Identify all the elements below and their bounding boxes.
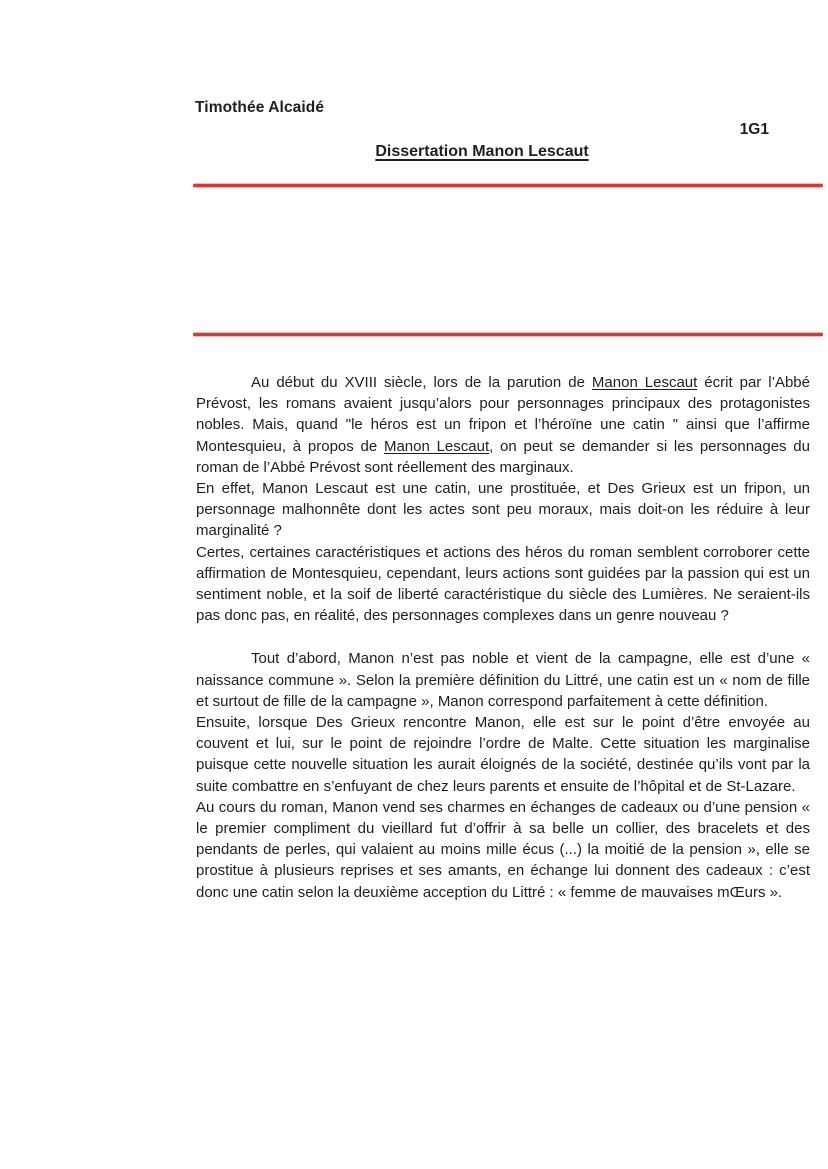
- paragraph-text: Certes, certaines caractéristiques et actions des héros du roman semblent corroborer cette affirmation de Montesquieu, cependant, leurs actions sont guidées par la passion qui est un sentiment noble, et la soif de liberté caractéristique du siècle des Lumières. Ne seraient-ils pas donc pas, en réalité, des personnages complexes dans un genre nouveau ?: [196, 543, 810, 625]
- essay-body: [196, 372, 810, 903]
- essay-paragraph: [196, 712, 810, 797]
- essay-paragraph: [196, 478, 810, 542]
- paragraph-text: Ensuite, lorsque Des Grieux rencontre Manon, elle est sur le point d’être envoyée au couvent et lui, sur le point de rejoindre l’ordre de Malte. Cette situation les marginalise puisque cette nouvelle situation les aurait éloignés de la société, destinée qu’ils vont par la suite combattre en s’enfuyant de chez leurs parents et ensuite de l’hôpital et de St-Lazare.: [196, 714, 810, 795]
- essay-paragraph: [196, 648, 810, 712]
- document-title: Dissertation Manon Lescaut: [375, 143, 589, 160]
- paragraph-text: Tout d’abord, Manon n’est pas noble et vient de la campagne, elle est d’une « naissance commune ». Selon la première définition du Littré, une catin est un « nom de fille et surtout de fille de la campagne », Manon correspond parfaitement à cette définition.: [196, 650, 810, 710]
- essay-paragraph: [196, 797, 810, 903]
- paragraph-text: écrit par l’Abbé Prévost, les romans avaient jusqu’alors pour personnages principaux des protagonistes nobles. Mais, quand "le héros est un fripon et l’héroïne une catin " ainsi que l’affirme Montesquieu, à propos de: [196, 374, 810, 455]
- paragraph-text: En effet, Manon Lescaut est une catin, une prostituée, et Des Grieux est un fripon, un personnage malhonnête dont les actes sont peu moraux, mais doit-on les réduire à leur marginalité ?: [196, 480, 810, 540]
- paragraph-text: , on peut se demander si les personnages du roman de l’Abbé Prévost sont réellement des marginaux.: [196, 437, 810, 476]
- red-divider-top: [193, 184, 823, 187]
- class-group-label: 1G1: [739, 121, 769, 138]
- essay-paragraph: [196, 542, 810, 627]
- paragraph-text: Au début du XVIII siècle, lors de la parution de: [251, 374, 592, 391]
- underlined-text: Manon Lescaut: [591, 374, 698, 391]
- author-name: Timothée Alcaidé: [195, 99, 325, 116]
- essay-paragraph: [196, 372, 810, 478]
- red-divider-bottom: [193, 333, 823, 336]
- paragraph-text: Au cours du roman, Manon vend ses charmes en échanges de cadeaux ou d’une pension « le premier compliment du vieillard fut d’offrir à sa belle un collier, des bracelets et des pendants de perles, qui valaient au moins mille écus (...) la moitié de la pension », elle se prostitue à plusieurs reprises et ses amants, en échange lui donnent des cadeaux : c’est donc une catin selon la deuxième acception du Littré : « femme de mauvaises mŒurs ».: [196, 798, 810, 901]
- underlined-text: Manon Lescaut: [383, 437, 490, 455]
